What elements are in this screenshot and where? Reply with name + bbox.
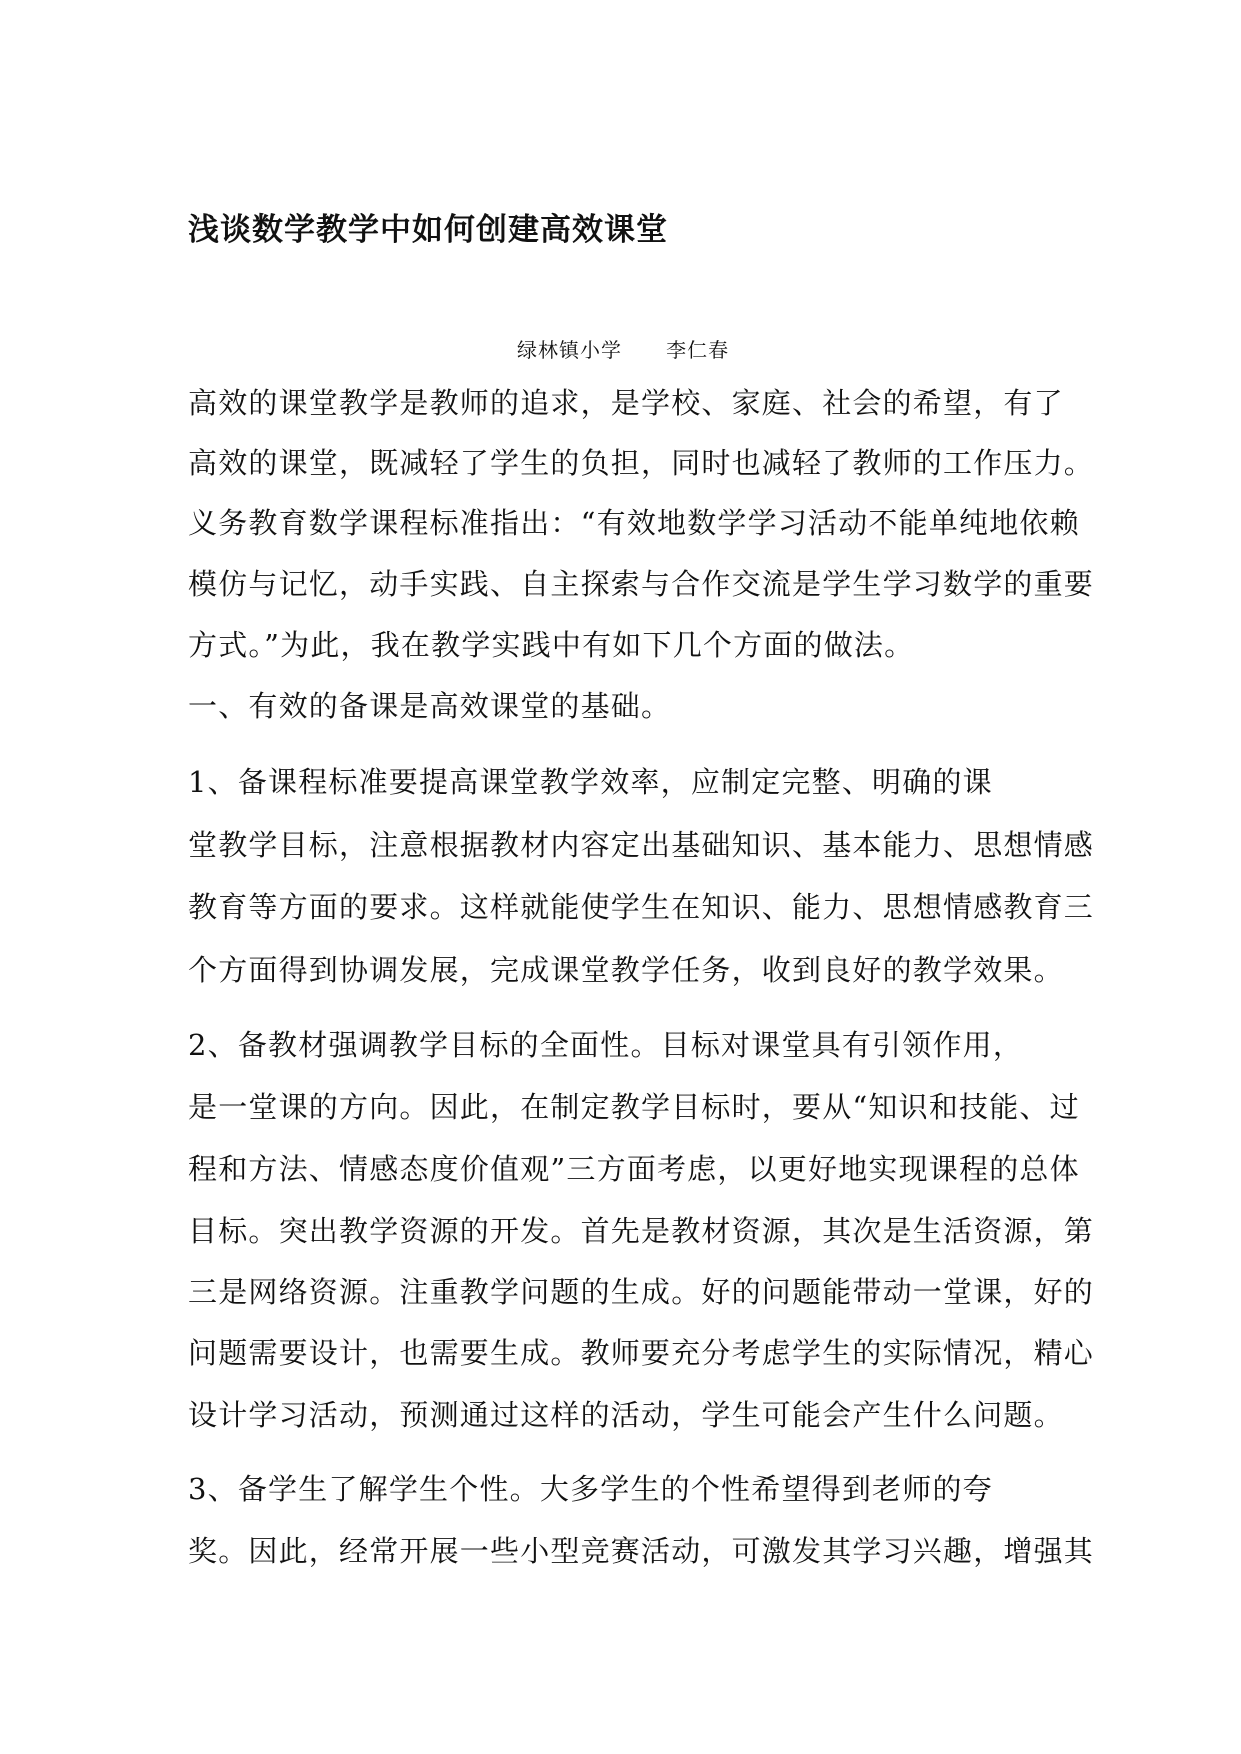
body-line: 教育等方面的要求。这样就能使学生在知识、能力、思想情感教育三 [188, 890, 1095, 924]
body-line: 问题需要设计，也需要生成。教师要充分考虑学生的实际情况，精心 [188, 1336, 1095, 1370]
body-line: 2、备教材强调教学目标的全面性。目标对课堂具有引领作用， [188, 1028, 1024, 1062]
body-line: 方式。”为此，我在教学实践中有如下几个方面的做法。 [188, 628, 915, 662]
body-line: 高效的课堂，既减轻了学生的负担，同时也减轻了教师的工作压力。 [188, 446, 1095, 480]
body-line: 模仿与记忆，动手实践、自主探索与合作交流是学生学习数学的重要 [188, 567, 1095, 601]
body-line: 堂教学目标，注意根据教材内容定出基础知识、基本能力、思想情感 [188, 828, 1095, 862]
author-byline: 绿林镇小学 李仁春 [517, 338, 730, 362]
body-line: 三是网络资源。注重教学问题的生成。好的问题能带动一堂课，好的 [188, 1275, 1095, 1309]
document-title: 浅谈数学教学中如何创建高效课堂 [188, 212, 668, 248]
body-line: 1、备课程标准要提高课堂教学效率，应制定完整、明确的课 [188, 765, 993, 799]
body-line: 目标。突出教学资源的开发。首先是教材资源，其次是生活资源，第 [188, 1214, 1095, 1248]
body-line: 义务教育数学课程标准指出：“有效地数学学习活动不能单纯地依赖 [188, 506, 1080, 540]
body-line: 程和方法、情感态度价值观”三方面考虑，以更好地实现课程的总体 [188, 1152, 1080, 1186]
body-line: 设计学习活动，预测通过这样的活动，学生可能会产生什么问题。 [188, 1398, 1064, 1432]
body-line: 是一堂课的方向。因此，在制定教学目标时，要从“知识和技能、过 [188, 1090, 1080, 1124]
body-line: 奖。因此，经常开展一些小型竞赛活动，可激发其学习兴趣，增强其 [188, 1534, 1095, 1568]
body-line: 3、备学生了解学生个性。大多学生的个性希望得到老师的夸 [188, 1472, 993, 1506]
body-line: 个方面得到协调发展，完成课堂教学任务，收到良好的教学效果。 [188, 953, 1064, 987]
body-line: 高效的课堂教学是教师的追求，是学校、家庭、社会的希望，有了 [188, 386, 1064, 420]
section-heading: 一、有效的备课是高效课堂的基础。 [188, 689, 672, 723]
